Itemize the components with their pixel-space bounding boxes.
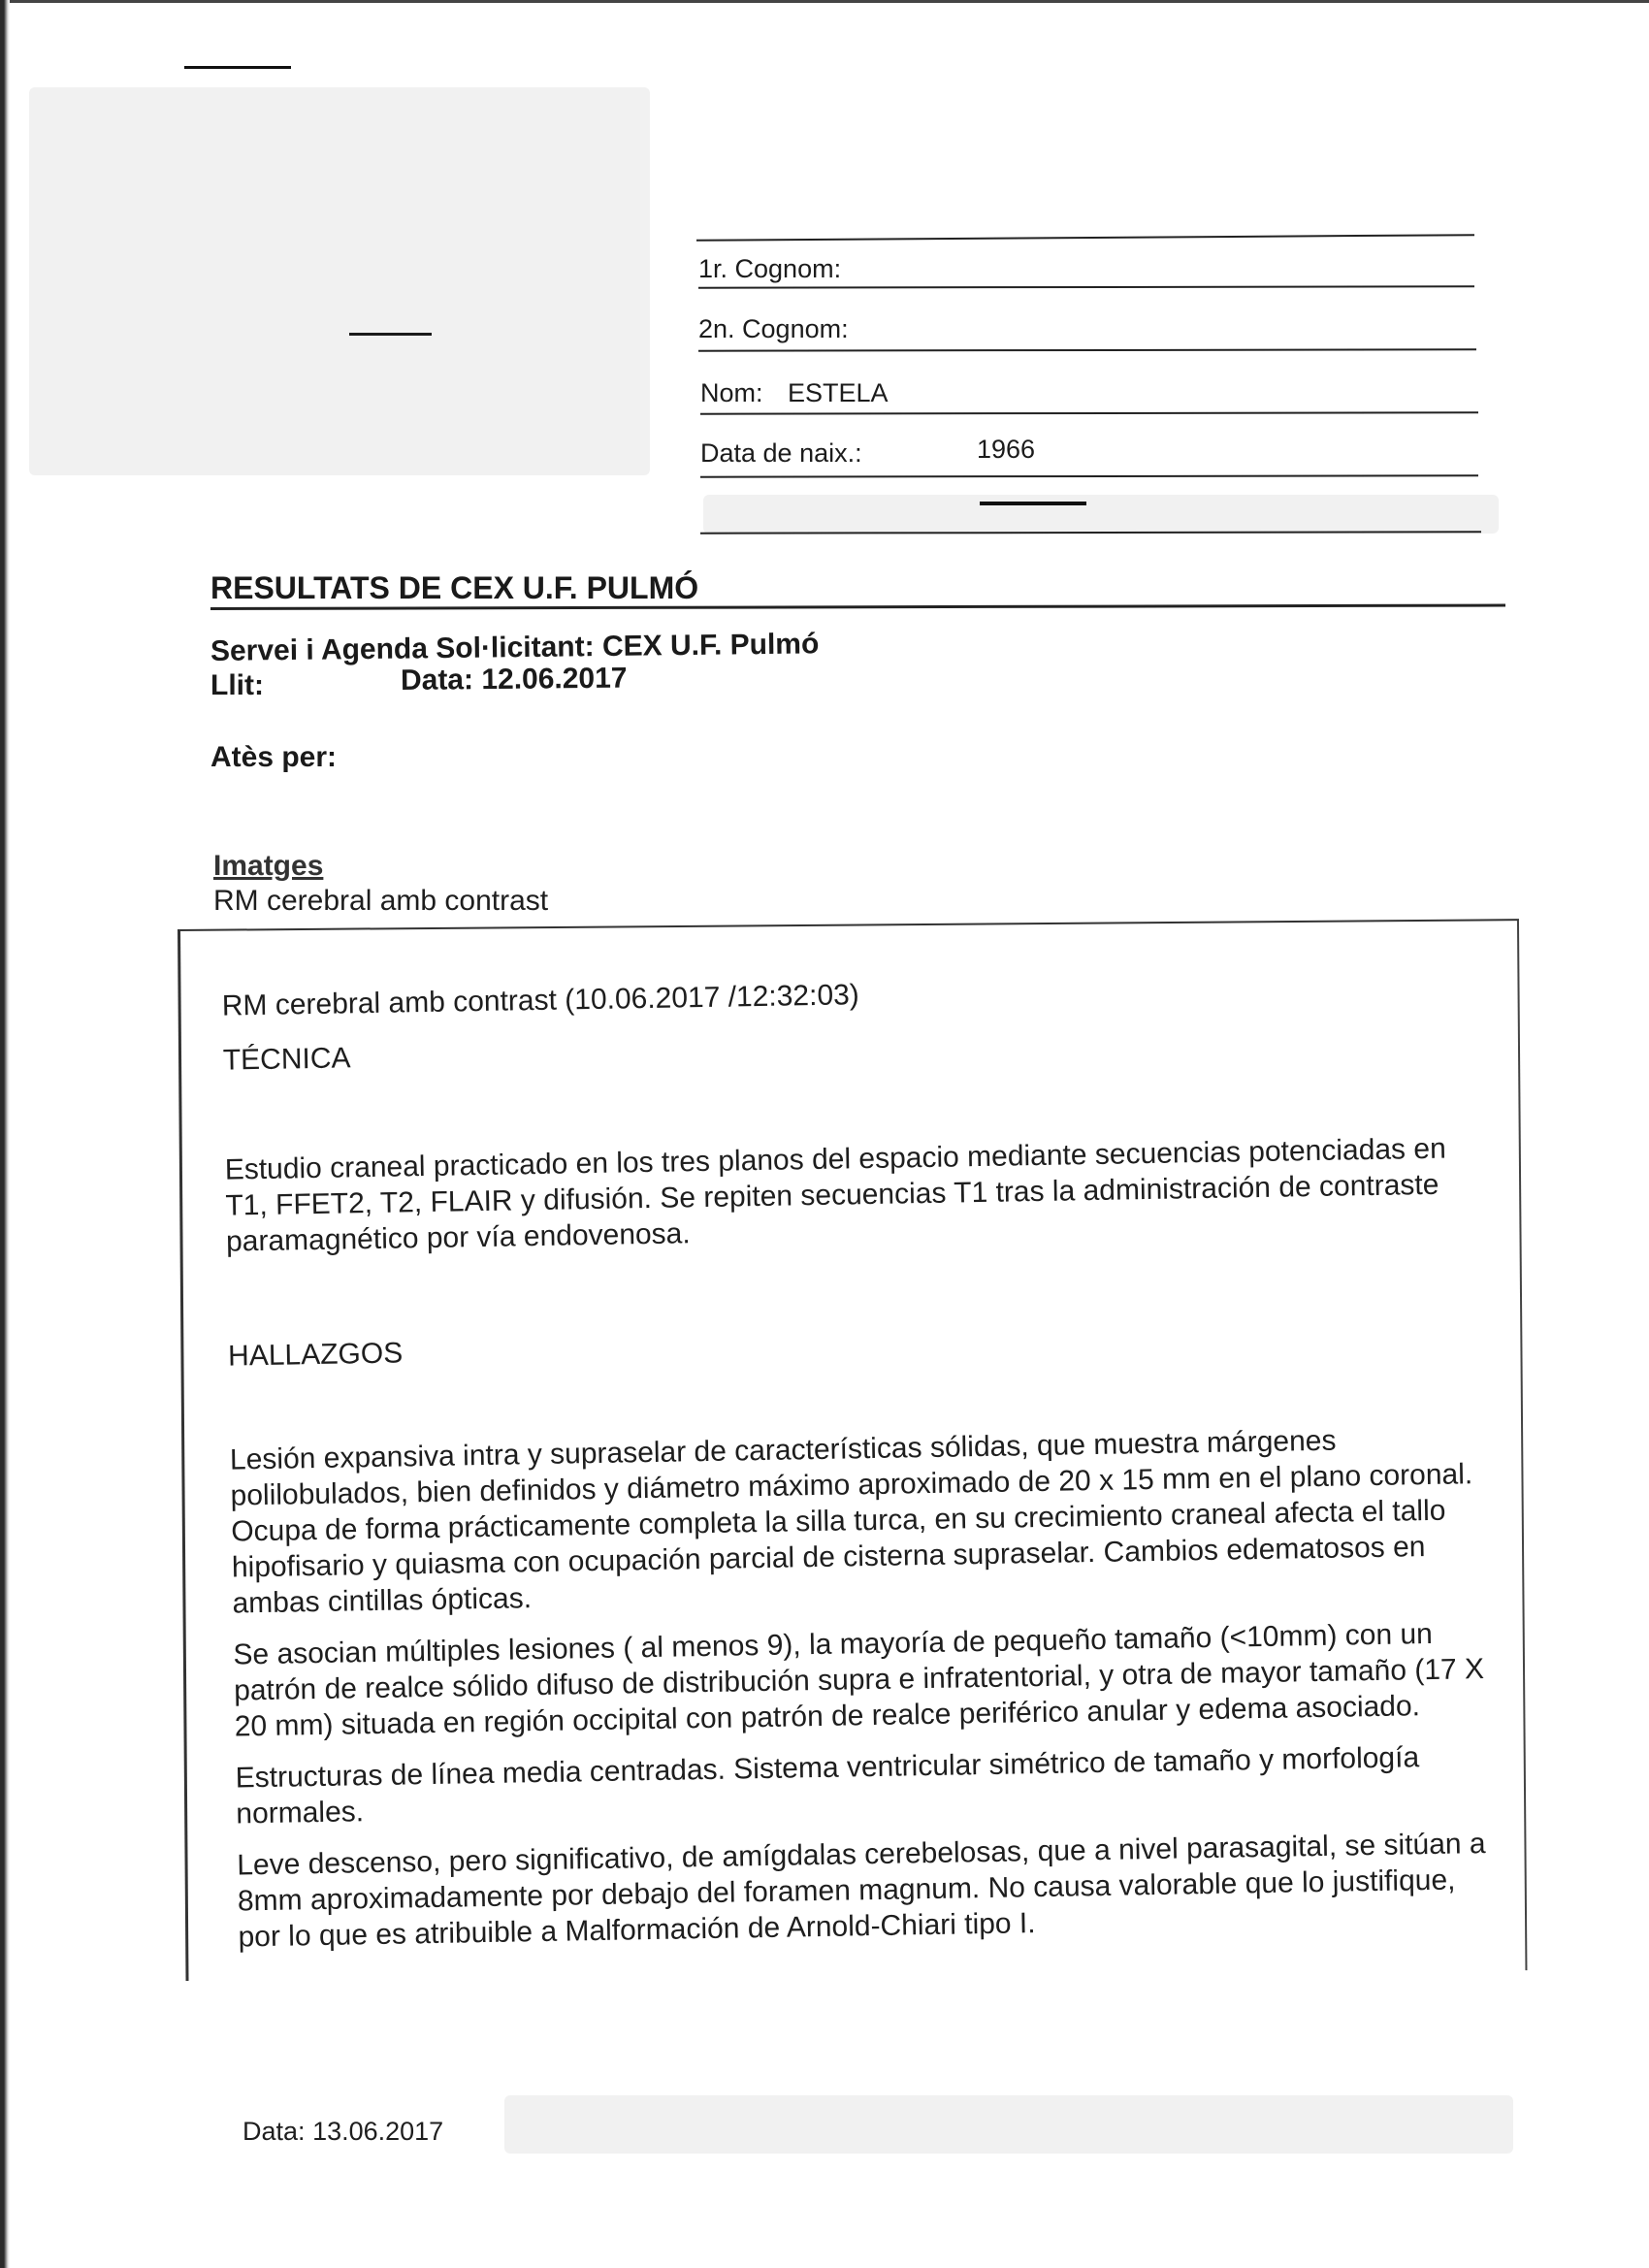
service-label: Servei i Agenda Sol·licitant:: [210, 631, 595, 667]
header-rule: [698, 285, 1474, 288]
birth-field: [700, 435, 1036, 469]
report-title: RM cerebral amb contrast (10.06.2017 /12:32:03): [221, 979, 860, 1022]
faded-redacted-line: [703, 495, 1499, 534]
finding-paragraph: Lesión expansiva intra y supraselar de características sólidas, que muestra márgenes polilobulados, bien definidos y diámetro máximo aproximado de 20 x 15 mm en el plano coronal. Ocupa de forma prácticamente completa la silla turca, en su crecimiento craneal afecta el tallo hipofisario y quiasma con ocupación parcial de cisterna supraselar. Cambios edematosos en ambas cintillas ópticas.: [229, 1424, 1473, 1620]
date-line: [401, 663, 628, 697]
report-box: [178, 919, 1527, 1981]
report-content: [221, 963, 1489, 1955]
birth-label: Data de naix.:: [700, 438, 862, 468]
faded-footer-area: [504, 2095, 1513, 2154]
technique-text: Estudio craneal practicado en los tres planos del espacio mediante secuencias potenciadas en T1, FFET2, T2, FLAIR y difusión. Se repiten secuencias T1 tras la administración de contraste paramagnético por vía endovenosa.: [224, 1132, 1447, 1258]
service-line: [210, 628, 820, 668]
images-heading: Imatges: [213, 850, 324, 882]
finding-paragraph: Se asocian múltiples lesiones ( al menos 9), la mayoría de pequeño tamaño (<10mm) con un patrón de realce sólido difuso de distribución supra e infratentorial, y otra de mayor tamaño (17 X 20 mm) situada en región occipital con patrón de realce periférico anular y edema asociado.: [233, 1617, 1485, 1743]
footer-date: [242, 2117, 443, 2147]
scan-edge-top: [0, 0, 1649, 3]
name-value: ESTELA: [788, 378, 889, 407]
finding-paragraph: Leve descenso, pero significativo, de amígdalas cerebelosas, que a nivel parasagital, se sitúan a 8mm aproximadamente por debajo del foramen magnum. No causa valorable que lo justifique, por lo que es atribuible a Malformación de Arnold-Chiari tipo I.: [237, 1828, 1486, 1954]
images-study: RM cerebral amb contrast: [213, 885, 549, 917]
redaction-mark: [184, 66, 291, 69]
name-field: [700, 378, 889, 408]
name-label: Nom:: [700, 378, 763, 407]
surname2-label: 2n. Cognom:: [698, 314, 849, 343]
document-title: RESULTATS DE CEX U.F. PULMÓ: [210, 570, 699, 605]
redaction-mark: [980, 502, 1086, 505]
attended-label: Atès per:: [210, 741, 338, 773]
service-value: CEX U.F. Pulmó: [601, 628, 820, 664]
header-rule: [698, 348, 1476, 351]
footer-date-value: 13.06.2017: [312, 2117, 444, 2146]
faded-header-area: [29, 87, 650, 475]
surname1-label: 1r. Cognom:: [698, 254, 842, 283]
footer-date-label: Data:: [242, 2117, 306, 2146]
date-label: Data:: [400, 664, 474, 697]
finding-paragraph: Estructuras de línea media centradas. Sistema ventricular simétrico de tamaño y morfología normales.: [235, 1741, 1420, 1831]
header-rule: [696, 234, 1474, 242]
technique-heading: TÉCNICA: [222, 1042, 351, 1077]
scan-edge-left: [0, 0, 10, 2268]
findings-heading: HALLAZGOS: [227, 1337, 404, 1373]
date-value: 12.06.2017: [481, 662, 628, 697]
bed-label: Llit:: [210, 669, 264, 701]
header-rule: [700, 531, 1481, 534]
birth-value: 1966: [977, 435, 1036, 464]
header-rule: [700, 474, 1478, 477]
header-rule: [700, 411, 1478, 414]
